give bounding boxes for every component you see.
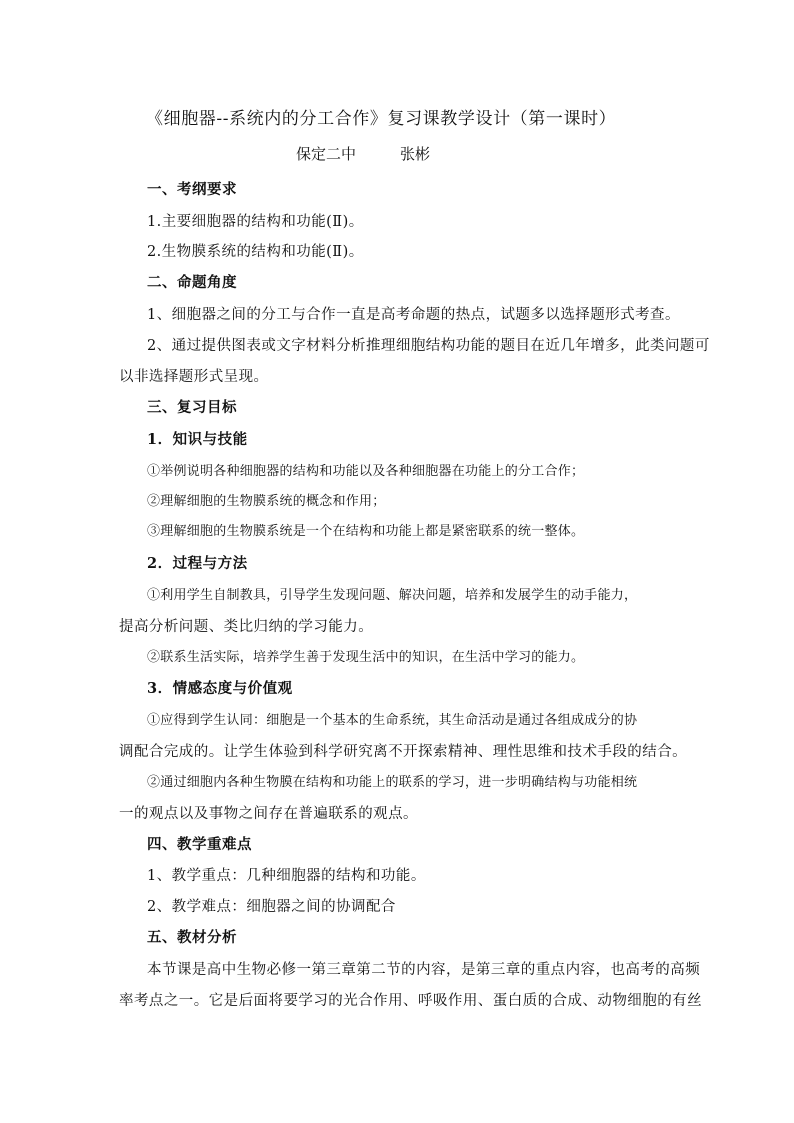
document-title: 《细胞器--系统内的分工合作》复习课教学设计（第一课时） [146, 109, 617, 129]
exam-item-2: 2.生物膜系统的结构和功能(Ⅱ)。 [147, 244, 364, 260]
exam-item-1: 1.主要细胞器的结构和功能(Ⅱ)。 [147, 214, 364, 230]
process-item-1-line-2: 提高分析问题、类比归纳的学习能力。 [119, 619, 374, 635]
goals-emotion-heading: 3．情感态度与价值观 [147, 680, 293, 697]
emotion-item-2-line-1: ②通过细胞内各种生物膜在结构和功能上的联系的学习，进一步明确结构与功能相统 [147, 775, 638, 790]
section-heading-analysis: 五、教材分析 [147, 929, 237, 946]
author-name: 张彬 [400, 145, 431, 163]
angle-item-2-line-1: 2、通过提供图表或文字材料分析推理细胞结构功能的题目在近几年增多，此类问题可 [147, 338, 710, 354]
emotion-item-1-line-2: 调配合完成的。让学生体验到科学研究离不开探索精神、理性思维和技术手段的结合。 [119, 744, 688, 760]
knowledge-item-2: ②理解细胞的生物膜系统的概念和作用； [147, 494, 386, 509]
knowledge-item-3: ③理解细胞的生物膜系统是一个在结构和功能上都是紧密联系的统一整体。 [147, 524, 585, 539]
emotion-item-1-line-1: ①应得到学生认同：细胞是一个基本的生命系统，其生命活动是通过各组成成分的协 [147, 713, 638, 728]
section-heading-goals: 三、复习目标 [147, 399, 237, 416]
section-heading-angle: 二、命题角度 [147, 274, 237, 291]
analysis-line-2: 率考点之一。它是后面将要学习的光合作用、呼吸作用、蛋白质的合成、动物细胞的有丝 [119, 993, 703, 1009]
emotion-item-2-line-2: 一的观点以及事物之间存在普遍联系的观点。 [119, 806, 418, 822]
analysis-line-1: 本节课是高中生物必修一第三章第二节的内容，是第三章的重点内容，也高考的高频 [147, 962, 701, 978]
section-heading-keypoints: 四、教学重难点 [147, 836, 252, 853]
process-item-2: ②联系生活实际，培养学生善于发现生活中的知识，在生活中学习的能力。 [147, 650, 585, 665]
keypoint-item-2: 2、教学难点：细胞器之间的协调配合 [147, 899, 396, 915]
goals-process-heading: 2．过程与方法 [147, 555, 248, 572]
angle-item-1: 1、细胞器之间的分工与合作一直是高考命题的热点，试题多以选择题形式考查。 [147, 307, 680, 323]
angle-item-2-line-2: 以非选择题形式呈现。 [119, 369, 269, 385]
author-school: 保定二中 [296, 145, 357, 163]
knowledge-item-1: ①举例说明各种细胞器的结构和功能以及各种细胞器在功能上的分工合作； [147, 464, 585, 479]
process-item-1-line-1: ①利用学生自制教具，引导学生发现问题、解决问题，培养和发展学生的动手能力， [147, 588, 638, 603]
section-heading-exam: 一、考纲要求 [147, 181, 237, 198]
keypoint-item-1: 1、教学重点：几种细胞器的结构和功能。 [147, 868, 426, 884]
goals-knowledge-heading: 1．知识与技能 [147, 431, 248, 448]
